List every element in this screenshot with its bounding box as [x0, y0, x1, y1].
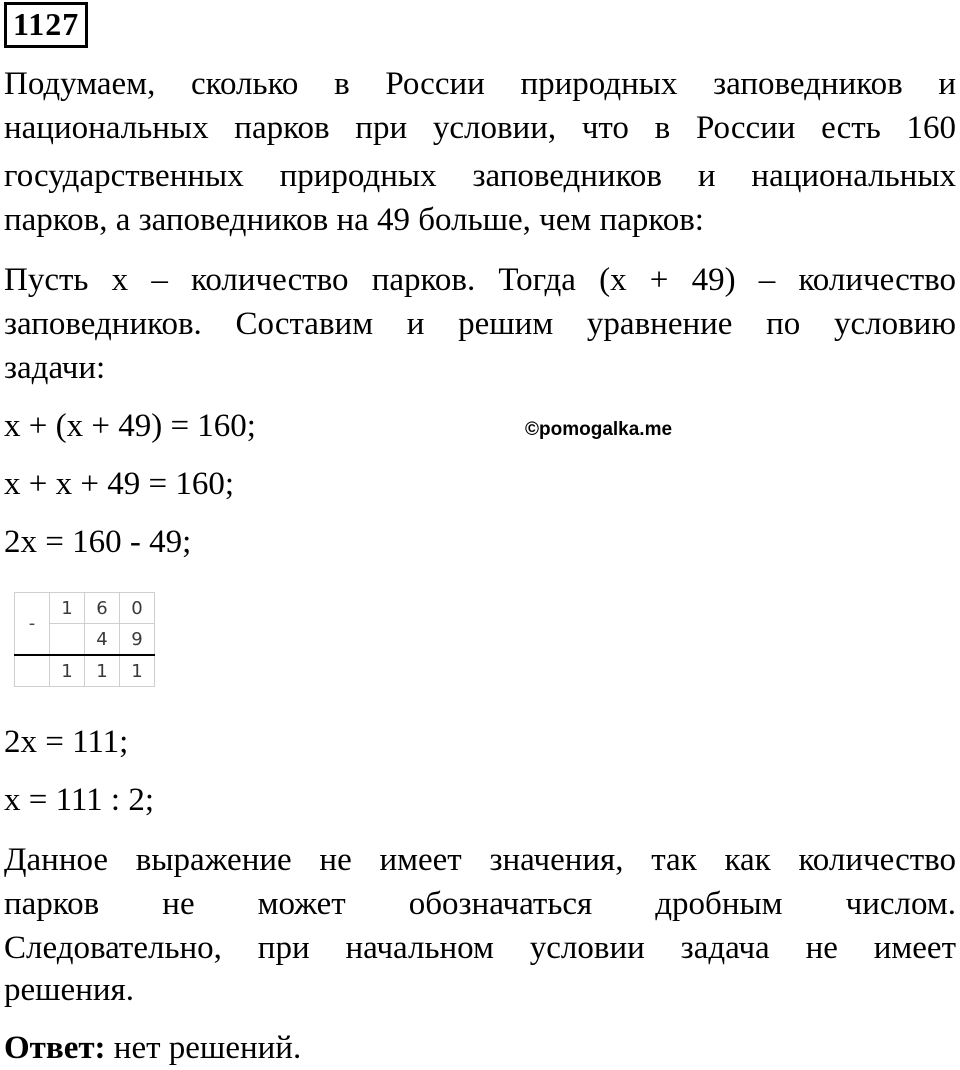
result-digit: 1 [50, 655, 85, 687]
equation-4: 2х = 111; [4, 724, 129, 760]
conclusion-line-3: Следовательно, при начальном условии задача не имеет [4, 930, 956, 966]
equation-5: х = 111 : 2; [4, 782, 154, 818]
equation-1: х + (х + 49) = 160; [4, 408, 256, 444]
minuend-digit: 1 [50, 593, 85, 624]
answer-line [4, 1026, 301, 1070]
conclusion-line-2: парков не может обозначаться дробным числом. [4, 886, 956, 922]
minus-sign: - [15, 593, 50, 656]
solution-intro-line-2: заповедников. Составим и решим уравнение по условию [4, 306, 956, 342]
result-empty-cell [15, 655, 50, 687]
problem-line-3: государственных природных заповедников и национальных [4, 158, 956, 194]
subtrahend-digit: 9 [120, 624, 155, 656]
conclusion-line-1: Данное выражение не имеет значения, так как количество [4, 842, 956, 878]
subtrahend-digit [50, 624, 85, 656]
answer-text: нет решений. [105, 1030, 302, 1066]
problem-line-1: Подумаем, сколько в России природных заповедников и [4, 66, 956, 102]
minuend-digit: 6 [85, 593, 120, 624]
task-number-box: 1127 [4, 2, 88, 48]
minuend-row [15, 593, 155, 624]
equation-2: х + х + 49 = 160; [4, 466, 235, 502]
solution-intro-line-3: задачи: [4, 350, 106, 386]
problem-line-2: национальных парков при условии, что в России есть 160 [4, 110, 956, 146]
subtrahend-digit: 4 [85, 624, 120, 656]
result-row [15, 655, 155, 687]
result-digit: 1 [120, 655, 155, 687]
watermark: ©pomogalka.me [525, 419, 673, 440]
answer-label: Ответ: [4, 1030, 106, 1066]
minuend-digit: 0 [120, 593, 155, 624]
result-digit: 1 [85, 655, 120, 687]
column-subtraction [14, 592, 155, 687]
conclusion-line-4: решения. [4, 972, 134, 1008]
problem-line-4: парков, а заповедников на 49 больше, чем парков: [4, 202, 704, 238]
solution-intro-line-1: Пусть х – количество парков. Тогда (х + 49) – количество [4, 262, 956, 298]
equation-3: 2х = 160 - 49; [4, 524, 192, 560]
